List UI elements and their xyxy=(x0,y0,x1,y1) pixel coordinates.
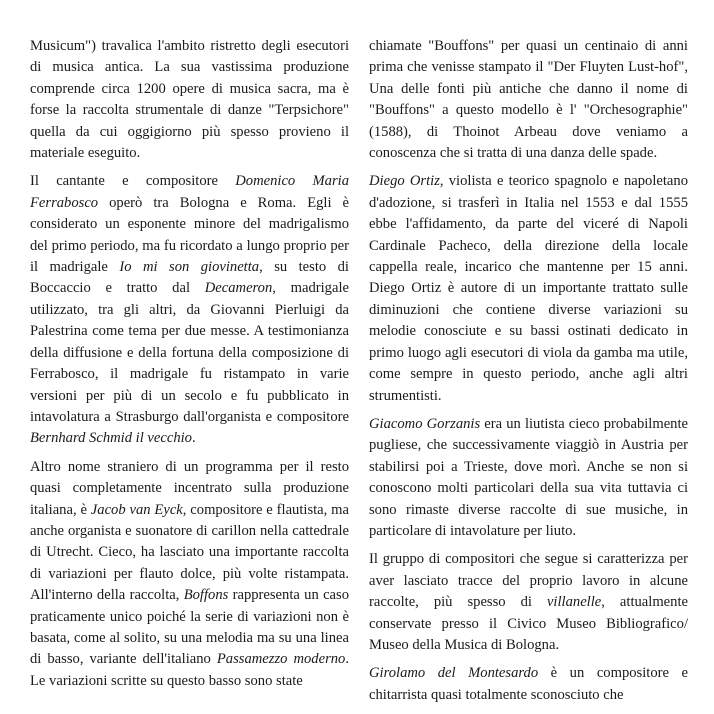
work-title: Passamezzo moderno xyxy=(216,651,346,668)
composer-name: Diego Ortiz xyxy=(369,173,440,190)
paragraph-gorzanis: Giacomo Gorzanis era un liutista cieco probabilmente pugliese, che successivamente viaggiò in Austria per stabilirsi poi a Trieste, dove morì. Anche se non si conoscono molti particolari della sua vita tuttavia ci sono rimaste diverse raccolte di sue musiche, in particolare di intavolature per liuto. xyxy=(369,415,689,539)
work-title: Io mi son giovinetta xyxy=(119,259,260,276)
paragraph-bouffons-continuation: chiamate "Bouffons" per quasi un centinaio di anni prima che venisse stampato il "Der Fluyten Lust-hof", Una delle fonti più antiche che danno il nome di "Bouffons" a questo modello è l' "Orchesographie" (1588), di Thoinot Arbeau dove veniamo a conoscenza che si tratta di una danza delle spade. xyxy=(369,38,688,162)
paragraph-montesardo: Girolamo del Montesardo è un compositore e chitarrista quasi totalmente sconosciuto che xyxy=(369,665,688,703)
composer-name: Giacomo Gorzanis xyxy=(369,415,481,432)
work-title: Boffons xyxy=(183,587,229,604)
genre-term: villanelle xyxy=(546,594,602,611)
composer-name: Jacob van Eyck xyxy=(90,501,183,518)
paragraph-ortiz: Diego Ortiz, violista e teorico spagnolo e napoletano d'adozione, si trasferì in Italia nel 1553 e dal 1555 ebbe l'affidamento, da parte del viceré di Napoli Cardinale Pacheco, della direzione della locale cappella reale, incarico che mantenne per 15 anni. Diego Ortiz è autore di un importante trattato sulle diminuzioni che contiene diverse variazioni su melodie conosciute e su bassi ostinati dedicato in primo luogo agli esecutori di viola da gamba ma utile, come sempre in questo periodo, anche agli altri strumentisti. xyxy=(369,173,688,404)
left-column xyxy=(30,36,349,699)
paragraph-composer-group: Il gruppo di compositori che segue si caratterizza per aver lasciato tracce del proprio lavoro in alcune raccolte, più spesso di villanelle, attualmente conservate presso il Civico Museo Bibliografico/ Museo della Musica di Bologna. xyxy=(369,551,688,653)
work-title: Decameron xyxy=(204,280,273,297)
composer-name: Bernhard Schmid il vecchio xyxy=(30,430,192,447)
paragraph-van-eyck: Altro nome straniero di un programma per il resto quasi completamente incentrato sulla produzione italiana, è Jacob van Eyck, compositore e flautista, ma anche organista e suonatore di carillon nella cattedrale di Utrecht. Cieco, ha lasciato una importante raccolta di variazioni per flauto dolce, più volte ristampata. All'interno della raccolta, Boffons rappresenta un caso praticamente unico poiché la serie di variazioni non è basata, come al solito, su una melodia ma su una linea di basso, variante dell'italiano Passamezzo moderno. Le variazioni scritte su questo basso sono state xyxy=(30,458,349,689)
composer-name: Domenico Maria Ferrabosco xyxy=(30,173,349,211)
paragraph-ferrabosco: Il cantante e compositore Domenico Maria Ferrabosco operò tra Bologna e Roma. Egli è considerato un esponente minore del madrigalismo del primo periodo, ma fu ricordato a lungo proprio per il madrigale Io mi son giovinetta, su testo di Boccaccio e tratto dal Decameron, madrigale utilizzato, tra gli altri, da Giovanni Pierluigi da Palestrina come tema per due messe. A testimonianza della diffusione e della fortuna della composizione di Ferrabosco, il madrigale fu ristampato in varie versioni per più di un secolo e fu pubblicato in intavolatura a Strasburgo dall'organista e compositore Bernhard Schmid il vecchio. xyxy=(30,173,349,447)
right-column xyxy=(369,36,688,713)
composer-name: Girolamo del Montesardo xyxy=(369,665,539,682)
paragraph-scheidt-continuation: Musicum") travalica l'ambito ristretto degli esecutori di musica antica. La sua vastissima produzione comprende circa 1200 opere di musica sacra, ma è forse la raccolta strumentale di danze "Terpsichore" quella da cui oggigiorno più spesso provieno il materiale eseguito. xyxy=(30,38,349,162)
